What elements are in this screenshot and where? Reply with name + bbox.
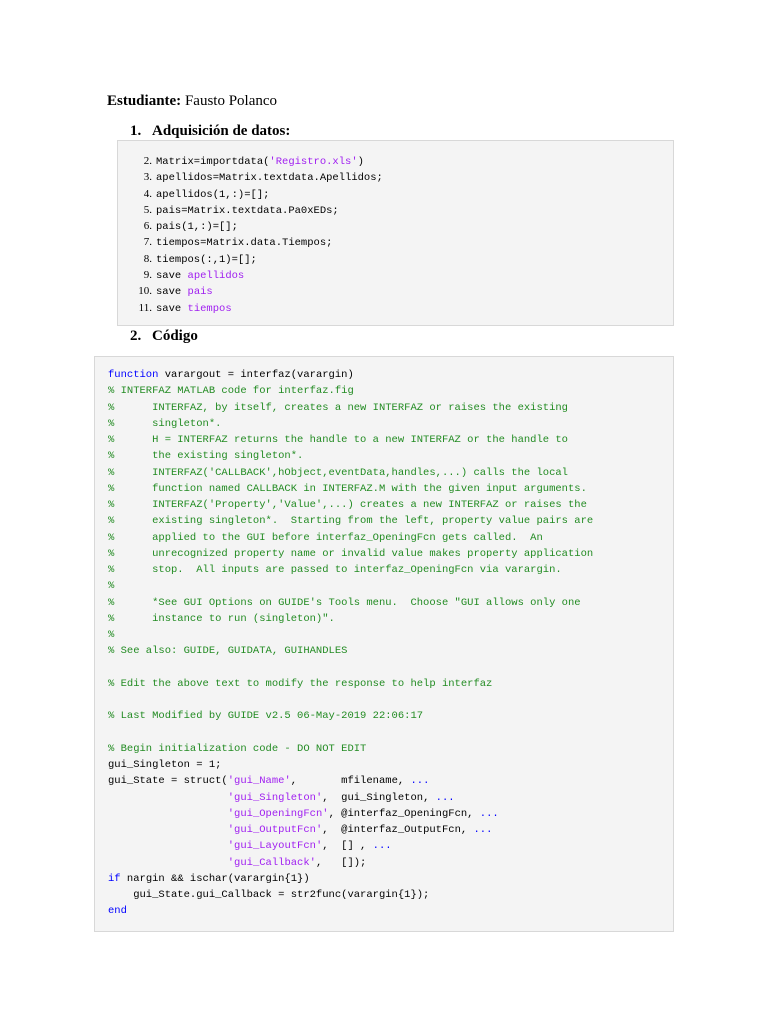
code-token: % — [108, 629, 115, 641]
code-token: 'gui_OpeningFcn' — [227, 807, 329, 820]
code-line — [108, 838, 593, 854]
code-token: apellidos — [187, 270, 245, 283]
code-line — [108, 627, 593, 643]
code-line — [108, 611, 593, 627]
code-token: varargout = interfaz(varargin) — [158, 369, 354, 381]
code-line — [108, 595, 593, 611]
code-token: apellidos=Matrix.textdata.Apellidos; — [156, 172, 383, 185]
code-token — [108, 840, 228, 852]
matlab-code-box — [94, 356, 674, 932]
code-line — [108, 400, 593, 416]
code-token: tiempos — [187, 302, 232, 315]
code-token: if — [108, 872, 121, 885]
code-token: % existing singleton*. Starting from the left, property value pairs are — [108, 515, 594, 528]
section-title: Código — [152, 328, 198, 344]
code-token: Matrix=importdata( — [156, 156, 270, 168]
code-token: apellidos(1,:)=[]; — [156, 188, 270, 201]
code-token: gui_Singleton = 1; — [108, 759, 222, 771]
code-token: ... — [410, 775, 430, 788]
code-token: pais=Matrix.textdata.Pa0xEDs; — [156, 204, 339, 217]
section-number: 1. — [130, 123, 142, 139]
code-token: % instance to run (singleton)". — [108, 612, 335, 625]
code-line — [108, 887, 593, 903]
code-token: % singleton*. — [108, 417, 222, 430]
student-line — [107, 92, 277, 110]
code-list-item — [128, 169, 383, 185]
code-token: ... — [435, 791, 455, 804]
code-line — [108, 367, 593, 383]
section-title: Adquisición de datos: — [152, 123, 291, 139]
code-token: % H = INTERFAZ returns the handle to a new INTERFAZ or the handle to — [108, 434, 568, 446]
code-token: , [] , — [322, 840, 373, 853]
data-acquisition-code-box — [117, 140, 674, 326]
code-token: % INTERFAZ('Property','Value',...) creates a new INTERFAZ or raises the — [108, 499, 587, 511]
code-line — [108, 562, 593, 578]
code-line — [108, 806, 593, 822]
code-token: % Begin initialization code - DO NOT EDIT — [108, 742, 367, 755]
code-token: 'Registro.xls' — [269, 156, 358, 168]
list-item-number: 8. — [143, 252, 152, 265]
code-token — [108, 792, 228, 804]
code-token — [108, 857, 228, 869]
code-token: % stop. All inputs are passed to interfaz_OpeningFcn via varargin. — [108, 564, 562, 576]
code-token: save — [156, 270, 188, 283]
code-list-item — [128, 267, 383, 283]
numbered-code-list — [128, 153, 383, 316]
code-token: % applied to the GUI before interfaz_OpeningFcn gets called. An — [108, 531, 543, 544]
code-token: , mfilename, — [290, 775, 411, 788]
code-line — [108, 497, 593, 513]
code-token: 'gui_Callback' — [227, 856, 316, 869]
code-line — [108, 416, 593, 432]
code-line — [108, 855, 593, 871]
code-token: % See also: GUIDE, GUIDATA, GUIHANDLES — [108, 645, 348, 658]
list-item-number: 9. — [143, 269, 152, 282]
code-line — [108, 465, 593, 481]
code-token: tiempos=Matrix.data.Tiempos; — [156, 237, 333, 250]
code-line — [108, 725, 593, 741]
list-item-number: 4. — [143, 187, 152, 200]
code-token: nargin && ischar(varargin{1}) — [120, 872, 310, 885]
code-line — [108, 757, 593, 773]
section-heading-2 — [130, 327, 198, 345]
code-token: 'gui_LayoutFcn' — [227, 840, 323, 853]
list-item-number: 10. — [138, 285, 152, 298]
code-list-item — [128, 218, 383, 234]
code-token: % INTERFAZ, by itself, creates a new INTERFAZ or raises the existing — [108, 401, 568, 414]
code-token: gui_State.gui_Callback = str2func(varargin{1}); — [108, 889, 430, 901]
code-line — [108, 578, 593, 594]
code-line — [108, 546, 593, 562]
code-token: save — [156, 286, 188, 299]
code-line — [108, 448, 593, 464]
code-token: function — [108, 369, 159, 381]
code-token: % *See GUI Options on GUIDE's Tools menu. Choose "GUI allows only one — [108, 596, 581, 609]
list-item-number: 6. — [143, 220, 152, 233]
code-token: ... — [473, 824, 493, 836]
code-token — [108, 824, 228, 836]
code-token: tiempos(:,1)=[]; — [156, 253, 257, 266]
code-token: gui_State = struct( — [108, 775, 228, 788]
code-line — [108, 903, 593, 919]
code-list-item — [128, 251, 383, 267]
code-token: % the existing singleton*. — [108, 450, 304, 463]
code-line — [108, 822, 593, 838]
code-line — [108, 383, 593, 399]
code-line — [108, 773, 593, 789]
code-list-item — [128, 153, 383, 169]
code-token: , []); — [315, 856, 367, 869]
section-number: 2. — [130, 328, 142, 344]
section-heading-1 — [130, 122, 290, 140]
code-list-item — [128, 283, 383, 299]
student-label: Estudiante: — [107, 93, 182, 109]
code-token: , gui_Singleton, — [322, 791, 436, 804]
list-item-number: 3. — [143, 171, 152, 184]
list-item-number: 11. — [138, 301, 152, 314]
code-list-item — [128, 202, 383, 218]
code-token: ) — [357, 156, 364, 168]
code-token: % Edit the above text to modify the response to help interfaz — [108, 677, 493, 690]
code-token: % INTERFAZ('CALLBACK',hObject,eventData,handles,...) calls the local — [108, 466, 568, 479]
code-token: end — [108, 905, 127, 918]
code-token: % INTERFAZ MATLAB code for interfaz.fig — [108, 385, 354, 398]
code-line — [108, 790, 593, 806]
code-token — [108, 808, 228, 820]
code-token: ... — [479, 807, 499, 820]
code-list-item — [128, 234, 383, 250]
student-name: Fausto Polanco — [184, 93, 278, 109]
code-token: % unrecognized property name or invalid value makes property application — [108, 547, 594, 560]
code-token: % — [108, 580, 115, 593]
list-item-number: 2. — [143, 155, 152, 167]
code-line — [108, 676, 593, 692]
code-list-item — [128, 186, 383, 202]
code-line — [108, 481, 593, 497]
code-token: % function named CALLBACK in INTERFAZ.M with the given input arguments. — [108, 482, 587, 495]
code-token: , @interfaz_OutputFcn, — [322, 824, 474, 836]
code-token: , @interfaz_OpeningFcn, — [328, 807, 480, 820]
code-token: pais — [187, 286, 213, 299]
code-line — [108, 692, 593, 708]
code-line — [108, 513, 593, 529]
code-line — [108, 530, 593, 546]
code-line — [108, 660, 593, 676]
code-token: save — [156, 302, 188, 315]
code-token: pais(1,:)=[]; — [156, 221, 238, 234]
code-token: 'gui_Name' — [227, 775, 291, 788]
code-token: % Last Modified by GUIDE v2.5 06-May-2019 22:06:17 — [108, 710, 424, 723]
code-line — [108, 708, 593, 724]
list-item-number: 7. — [143, 236, 152, 249]
code-list-item — [128, 300, 383, 316]
code-block — [108, 367, 593, 920]
list-item-number: 5. — [143, 203, 152, 216]
code-token: 'gui_Singleton' — [227, 791, 323, 804]
code-line — [108, 871, 593, 887]
code-line — [108, 432, 593, 448]
code-line — [108, 643, 593, 659]
code-token: ... — [372, 840, 392, 853]
code-line — [108, 741, 593, 757]
code-token: 'gui_OutputFcn' — [227, 824, 323, 836]
